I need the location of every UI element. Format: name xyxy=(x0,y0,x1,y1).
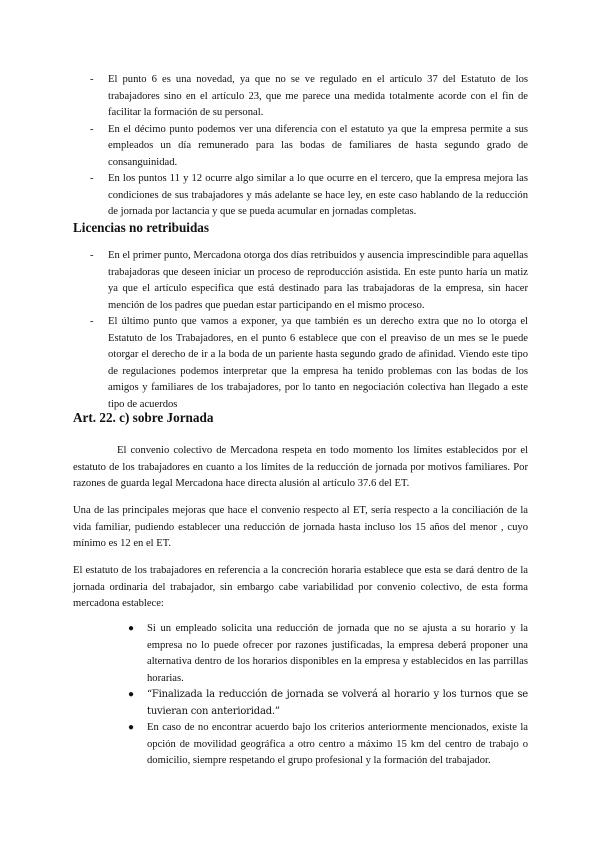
list-item-text: El último punto que vamos a exponer, ya que también es un derecho extra que no lo otorga el Estatuto de los Trabajadores, en el punto 6 establece que con el preaviso de un mes se le puede otorgar el derecho de ir a la boda de un pariente hasta segundo grado de afinidad. Viendo este tipo de regulaciones podemos interpretar que la empresa ha tenido problemas con las bodas de los amigos y familiares de los trabajadores, por lo tanto en negociación colectiva han llegado a este tipo de acuerdos xyxy=(108,316,528,410)
list-item-text: El punto 6 es una novedad, ya que no se ve regulado en el artículo 37 del Estatuto de los trabajadores sino en el artículo 23, que me parece una medida totalmente acorde con el fin de facilitar la formación de su personal. xyxy=(108,74,528,118)
list-item-text: Si un empleado solicita una reducción de jornada que no se ajusta a su horario y la empresa no lo puede ofrecer por razones justificadas, la empresa deberá proponer una alternativa dentro de los horarios disponibles en la empresa y establecidos en las parrillas horarias. xyxy=(147,623,528,684)
list-item-text: En caso de no encontrar acuerdo bajo los criterios anteriormente mencionados, existe la opción de movilidad geográfica a otro centro a máximo 15 km del centro de trabajo o domicilio, siempre respetando el grupo profesional y la formación del trabajador. xyxy=(147,722,528,766)
list-item xyxy=(128,720,528,770)
list-item xyxy=(90,171,528,221)
bullet-marker: ● xyxy=(128,689,135,700)
dash-marker: - xyxy=(90,123,94,135)
heading-licencias-no-retribuidas: Licencias no retribuidas xyxy=(73,220,210,235)
list-item xyxy=(128,621,528,687)
dash-marker: - xyxy=(90,250,94,261)
dash-marker: - xyxy=(90,316,94,327)
list-item-text: En el primer punto, Mercadona otorga dos días retribuidos y ausencia imprescindible para aquellas trabajadoras que deseen iniciar un proceso de reproducción asistida. En este punto haría un matiz ya que el artículo especifica que está destinado para las trabajadoras de la empresa, sin hacer mención de los padres que puedan estar participando en el mismo proceso. xyxy=(108,250,528,311)
list-permisos-retribuidos xyxy=(90,72,528,221)
list-licencias-no-retribuidas xyxy=(90,248,528,413)
list-item xyxy=(90,314,528,413)
paragraph: Una de las principales mejoras que hace el convenio respecto al ET, sería respecto a la conciliación de la vida familiar, pudiendo establecer una reducción de jornada hasta incluso los 15 años del menor , cuyo mínimo es 12 en el ET. xyxy=(73,505,528,549)
list-item xyxy=(128,687,528,720)
bullet-marker: ● xyxy=(128,623,135,634)
list-item xyxy=(90,122,528,172)
list-item-text: En el décimo punto podemos ver una diferencia con el estatuto ya que la empresa permite a sus empleados un día remunerado para las bodas de familiares de hasta segundo grado de consanguinidad. xyxy=(108,123,528,168)
list-item-quote: “Finalizada la reducción de jornada se volverá al horario y los turnos que se tuvieran con anterioridad.” xyxy=(147,689,528,717)
list-item xyxy=(90,72,528,122)
dash-marker: - xyxy=(90,173,94,184)
paragraph: El estatuto de los trabajadores en referencia a la concreción horaria establece que esta se dará dentro de la jornada ordinaria del trabajador, sin embargo cabe variabilidad por convenio colectivo, de esta forma mercadona establece: xyxy=(73,565,528,609)
list-item xyxy=(90,248,528,314)
bullet-list-concrecion-horaria xyxy=(128,621,528,770)
bullet-marker: ● xyxy=(128,722,135,733)
paragraph: El convenio colectivo de Mercadona respeta en todo momento los límites establecidos por el estatuto de los trabajadores en cuanto a los límites de la reducción de jornada por motivos familiares. Por razones de guarda legal Mercadona hace directa alusión al artículo 37.6 del ET. xyxy=(73,445,528,489)
list-item-text: En los puntos 11 y 12 ocurre algo similar a lo que ocurre en el tercero, que la empresa mejora las condiciones de sus trabajadores y más adelante se hace ley, en este caso hablando de la reducción de jornada por lactancia y que se pueda acumular en jornadas completas. xyxy=(108,173,528,217)
heading-art-22-jornada: Art. 22. c) sobre Jornada xyxy=(73,410,214,425)
dash-marker: - xyxy=(90,74,94,85)
